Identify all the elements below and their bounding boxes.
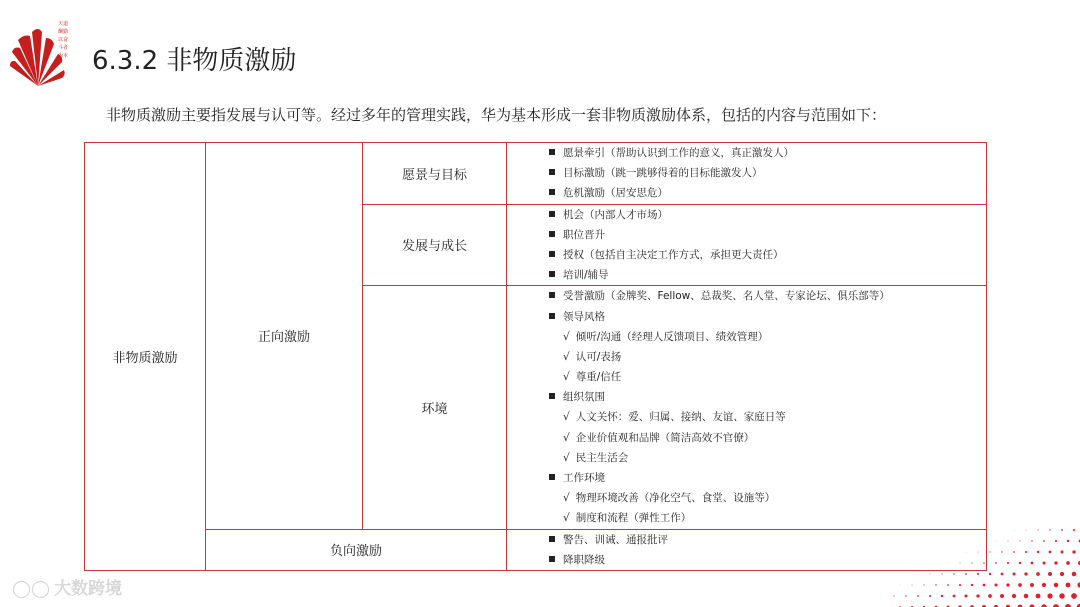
list-item: 危机激励（居安思危） bbox=[549, 183, 986, 203]
square-bullet-icon bbox=[549, 271, 555, 277]
check-mark-icon: √ bbox=[563, 512, 570, 525]
root-cell: 非物质激励 bbox=[85, 143, 206, 571]
table-row bbox=[85, 143, 987, 205]
check-mark-icon: √ bbox=[563, 492, 570, 505]
list-item: 工作环境 bbox=[549, 468, 986, 488]
square-bullet-icon bbox=[549, 149, 555, 155]
decorative-dots bbox=[880, 517, 1080, 607]
list-item: √ 企业价值观和品牌（简洁高效不官僚） bbox=[563, 431, 755, 444]
list-item: √ 尊重/信任 bbox=[563, 371, 622, 384]
section-name-environment: 环境 bbox=[363, 286, 507, 529]
watermark bbox=[12, 574, 122, 599]
list-item: 培训/辅导 bbox=[549, 265, 986, 285]
list-item: 职位晋升 bbox=[549, 225, 986, 245]
wechat-chat-icon: ◯◯ bbox=[12, 579, 51, 599]
check-mark-icon: √ bbox=[563, 431, 570, 444]
section-name-vision: 愿景与目标 bbox=[363, 143, 507, 205]
list-item: 目标激励（跳一跳够得着的目标能激发人） bbox=[549, 163, 986, 183]
list-item: √ 倾听/沟通（经理人反馈项目、绩效管理） bbox=[563, 330, 769, 343]
watermark-text: 大数跨境 bbox=[54, 579, 123, 599]
list-item: √ 认可/表扬 bbox=[563, 350, 622, 363]
item-list bbox=[507, 286, 986, 528]
list-item: 机会（内部人才市场） bbox=[549, 205, 986, 225]
incentive-table bbox=[84, 142, 987, 571]
check-mark-icon: √ bbox=[563, 350, 570, 363]
list-item: 授权（包括自主决定工作方式，承担更大责任） bbox=[549, 245, 986, 265]
section-items-vision bbox=[507, 143, 987, 205]
square-bullet-icon bbox=[549, 536, 555, 542]
square-bullet-icon bbox=[549, 474, 555, 480]
list-item: 警告、训诫、通报批评 bbox=[549, 530, 986, 550]
square-bullet-icon bbox=[549, 169, 555, 175]
square-bullet-icon bbox=[549, 393, 555, 399]
square-bullet-icon bbox=[549, 556, 555, 562]
square-bullet-icon bbox=[549, 189, 555, 195]
list-item: 愿景牵引（帮助认识到工作的意义，真正激发人） bbox=[549, 143, 986, 163]
section-name-growth: 发展与成长 bbox=[363, 204, 507, 286]
table-row bbox=[85, 529, 987, 570]
list-item: √ 物理环境改善（净化空气、食堂、设施等） bbox=[563, 492, 776, 505]
list-item: √ 民主生活会 bbox=[563, 451, 629, 464]
list-item: √ 制度和流程（弹性工作） bbox=[563, 512, 692, 525]
check-mark-icon: √ bbox=[563, 451, 570, 464]
check-mark-icon: √ bbox=[563, 371, 570, 384]
square-bullet-icon bbox=[549, 211, 555, 217]
page-title: 6.3.2 非物质激励 bbox=[92, 46, 297, 76]
item-list bbox=[507, 205, 986, 286]
intro-text: 非物质激励主要指发展与认可等。经过多年的管理实践，华为基本形成一套非物质激励体系，包括的内容与范围如下： bbox=[106, 106, 887, 124]
check-mark-icon: √ bbox=[563, 330, 570, 343]
list-item: √ 人文关怀：爱、归属、接纳、友谊、家庭日等 bbox=[563, 411, 786, 424]
list-item: 领导风格 bbox=[549, 307, 986, 327]
positive-cell: 正向激励 bbox=[206, 143, 363, 530]
square-bullet-icon bbox=[549, 251, 555, 257]
square-bullet-icon bbox=[549, 231, 555, 237]
list-item: 降职降级 bbox=[549, 550, 986, 570]
section-items-growth bbox=[507, 204, 987, 286]
square-bullet-icon bbox=[549, 292, 555, 298]
logo-slogan: 天道酬勤 以奋斗者为本 bbox=[58, 21, 69, 59]
list-item: 组织氛围 bbox=[549, 387, 986, 407]
list-item: 受誉激励（金牌奖、Fellow、总裁奖、名人堂、专家论坛、俱乐部等） bbox=[549, 286, 986, 306]
section-items-environment bbox=[507, 286, 987, 529]
check-mark-icon: √ bbox=[563, 411, 570, 424]
negative-cell: 负向激励 bbox=[206, 529, 507, 570]
square-bullet-icon bbox=[549, 313, 555, 319]
item-list bbox=[507, 143, 986, 204]
